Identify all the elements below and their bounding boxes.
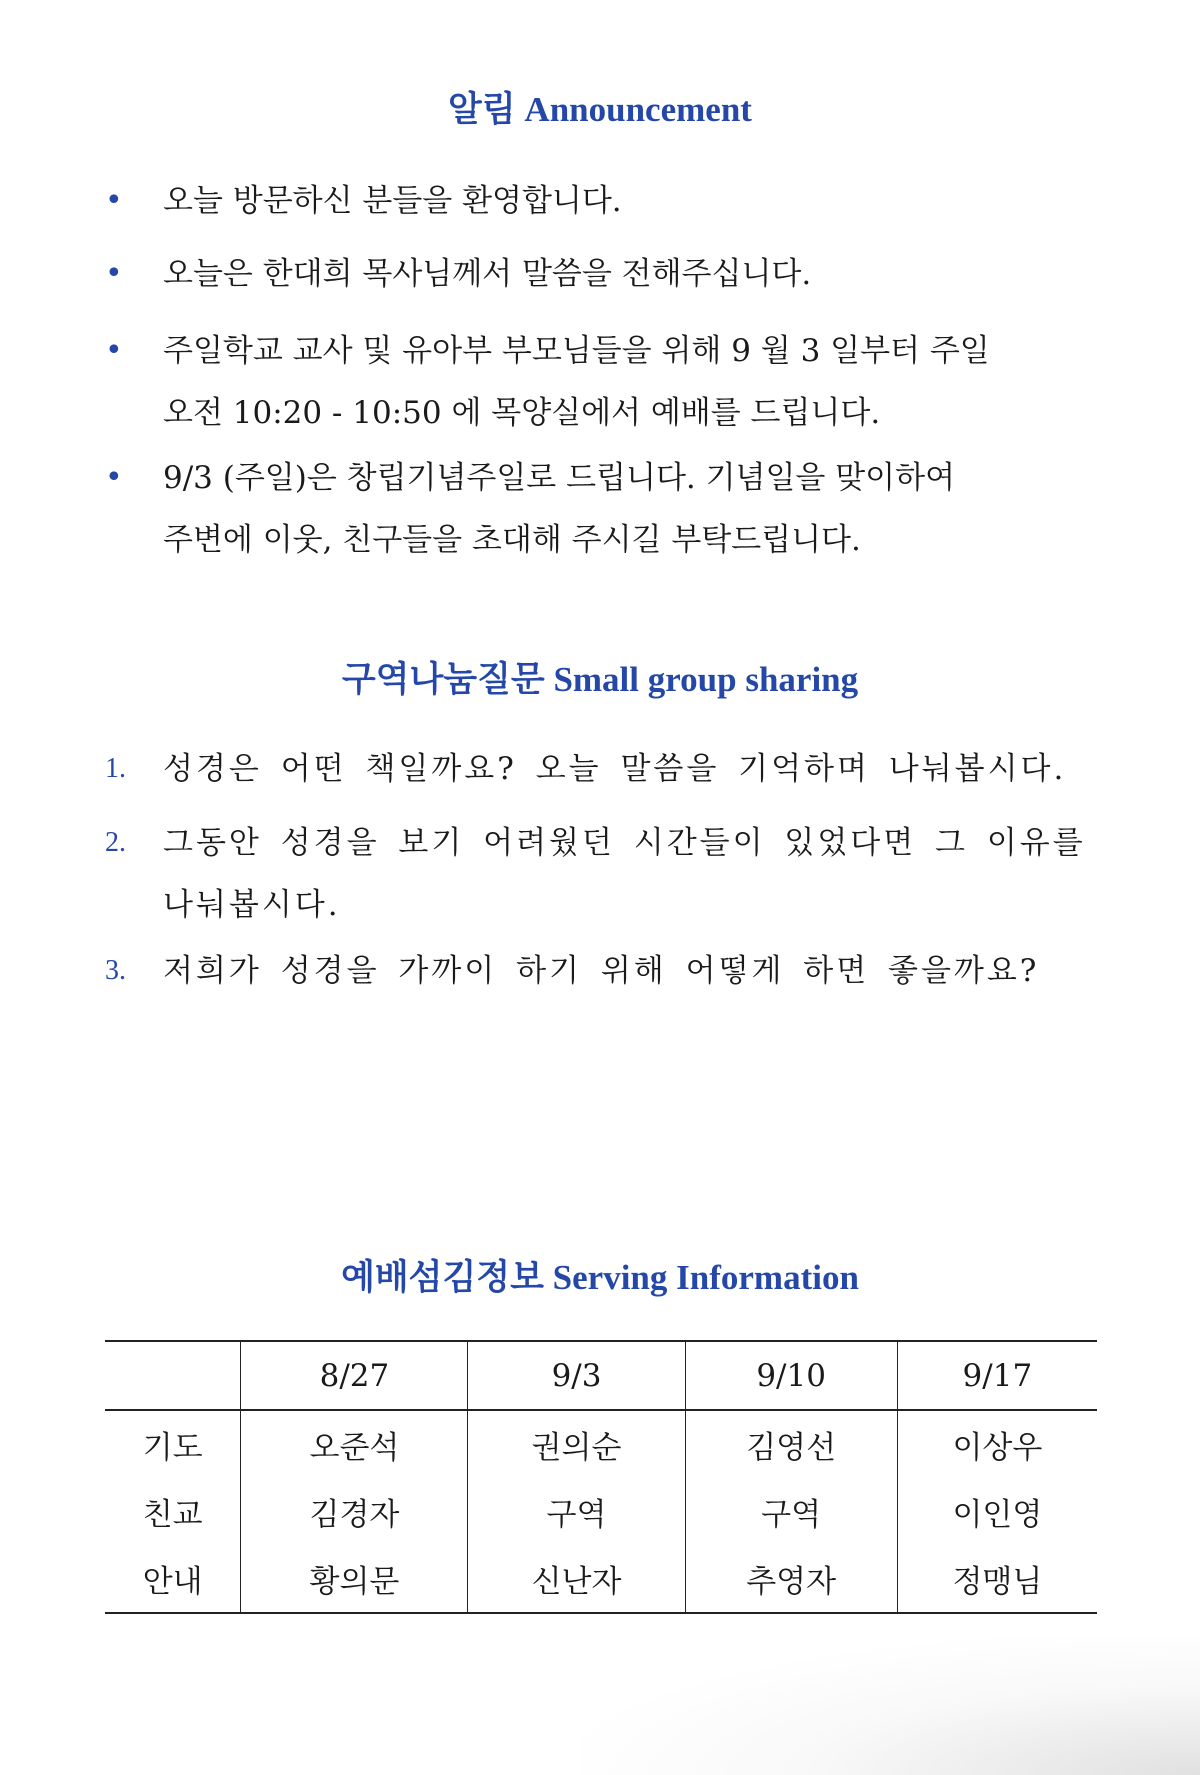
- table-cell: 김영선: [685, 1410, 897, 1478]
- table-row: [105, 1545, 1097, 1613]
- question-text: 그동안 성경을 보기 어려웠던 시간들이 있었다면 그 이유를 나눠봅시다.: [163, 825, 1086, 923]
- bullet-icon: •: [105, 333, 123, 368]
- serving-title: 예배섬김정보 Serving Information: [341, 1258, 859, 1297]
- table-cell: 정맹님: [897, 1545, 1097, 1613]
- table-header-cell: 8/27: [241, 1341, 468, 1410]
- bullet-icon: •: [105, 256, 123, 291]
- table-row: [105, 1478, 1097, 1545]
- table-cell: 김경자: [241, 1478, 468, 1545]
- table-cell: 권의순: [468, 1410, 685, 1478]
- table-header-cell: 9/17: [897, 1341, 1097, 1410]
- announcement-text: 주일학교 교사 및 유아부 부모님들을 위해 9 월 3 일부터 주일 오전 10:20 - 10:50 에 목양실에서 예배를 드립니다.: [163, 333, 990, 431]
- question-number: 3.: [105, 955, 126, 986]
- table-cell: 기도: [142, 1430, 203, 1466]
- table-header-cell: 9/3: [468, 1341, 685, 1410]
- table-cell: 안내: [142, 1564, 203, 1600]
- question-text: 성경은 어떤 책일까요? 오늘 말씀을 기억하며 나눠봅시다.: [163, 751, 1067, 787]
- table-cell: 오준석: [241, 1410, 468, 1478]
- serving-table: [105, 1340, 1097, 1614]
- announcement-title: 알림 Announcement: [448, 90, 752, 129]
- table-cell: 신난자: [468, 1545, 685, 1613]
- table-header-row: [105, 1341, 1097, 1410]
- table-cell: 이인영: [897, 1478, 1097, 1545]
- question-number: 1.: [105, 753, 126, 784]
- table-cell: 이상우: [897, 1410, 1097, 1478]
- bullet-icon: •: [105, 460, 123, 495]
- table-cell: 황의문: [241, 1545, 468, 1613]
- table-header-cell: 9/10: [685, 1341, 897, 1410]
- bullet-icon: •: [105, 183, 123, 218]
- question-text: 저희가 성경을 가까이 하기 위해 어떻게 하면 좋을까요?: [163, 953, 1040, 989]
- question-number: 2.: [105, 827, 126, 858]
- announcement-text: 9/3 (주일)은 창립기념주일로 드립니다. 기념일을 맞이하여 주변에 이웃, 친구들을 초대해 주시길 부탁드립니다.: [163, 460, 956, 558]
- table-cell: 구역: [685, 1478, 897, 1545]
- announcement-text: 오늘은 한대희 목사님께서 말씀을 전해주십니다.: [163, 256, 812, 292]
- table-row: [105, 1410, 1097, 1478]
- table-cell: 구역: [468, 1478, 685, 1545]
- page-shadow: [580, 1635, 1200, 1775]
- table-header-cell: [105, 1341, 241, 1410]
- table-cell: 친교: [142, 1497, 203, 1533]
- announcement-text: 오늘 방문하신 분들을 환영합니다.: [163, 183, 622, 219]
- sharing-title: 구역나눔질문 Small group sharing: [341, 660, 859, 699]
- table-cell: 추영자: [685, 1545, 897, 1613]
